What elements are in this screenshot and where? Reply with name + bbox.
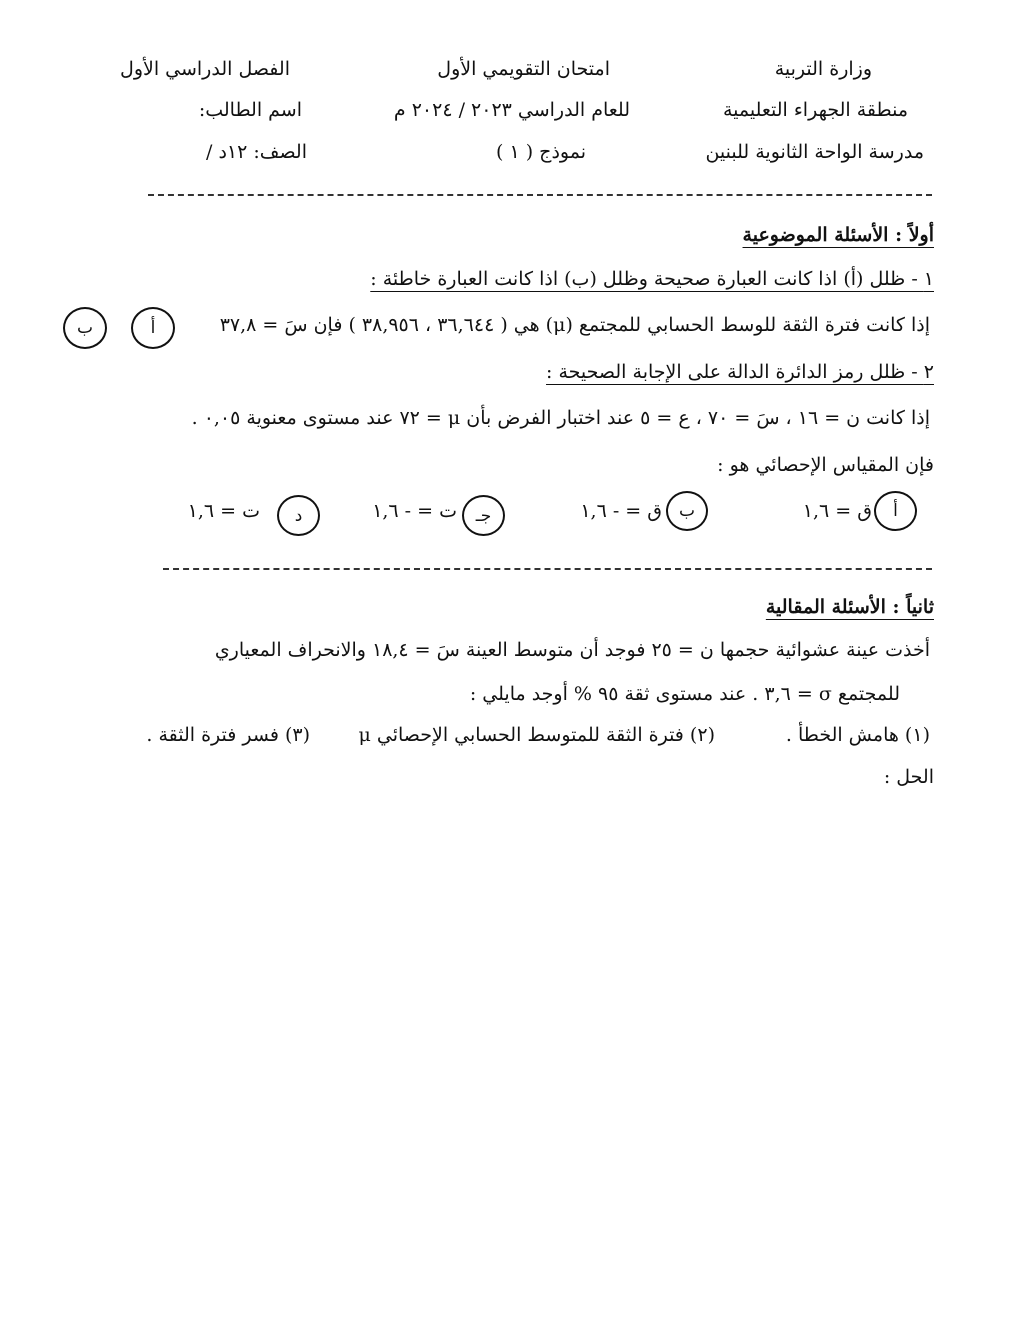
- q2-choice-b-letter: ب: [678, 501, 695, 521]
- q1-instruction: ١ - ظلل (أ) اذا كانت العبارة صحيحة وظلل (ب) اذا كانت العبارة خاطئة :: [370, 268, 934, 290]
- essay-line-1: أخذت عينة عشوائية حجمها ن = ٢٥ فوجد أن متوسط العينة سَ = ١٨,٤ والانحراف المعياري: [214, 639, 930, 661]
- divider: [163, 568, 932, 570]
- q2-choice-a-letter: أ: [893, 501, 898, 521]
- grade-label: الصف: ١٢د /: [206, 141, 307, 163]
- essay-item-2: (٢) فترة الثقة للمتوسط الحسابي الإحصائي μ: [358, 724, 715, 746]
- q2-instruction: ٢ - ظلل رمز الدائرة الدالة على الإجابة الصحيحة :: [546, 361, 934, 383]
- ministry: وزارة التربية: [774, 58, 872, 80]
- essay-item-3: (٣) فسر فترة الثقة .: [146, 724, 310, 746]
- q2-prompt: فإن المقياس الإحصائي هو :: [717, 454, 934, 476]
- essay-item-1: (١) هامش الخطأ .: [785, 724, 930, 746]
- q2-choice-d-letter: د: [294, 505, 303, 526]
- academic-year: للعام الدراسي ٢٠٢٣ / ٢٠٢٤ م: [393, 99, 630, 121]
- q1-option-a-label: أ: [150, 318, 156, 338]
- q2-choice-a-text: ق = ١,٦: [802, 500, 872, 522]
- q2-choice-d-circle[interactable]: [277, 495, 320, 536]
- student-name-label: اسم الطالب:: [198, 99, 302, 121]
- q2-choice-d-text: ت = ١,٦: [187, 500, 260, 522]
- q2-choice-c-letter: جـ: [475, 505, 492, 526]
- q1-option-b-label: ب: [76, 318, 93, 338]
- section2-title: ثانياً : الأسئلة المقالية: [765, 596, 934, 618]
- section1-title: أولاً : الأسئلة الموضوعية: [742, 224, 934, 246]
- model-number: نموذج ( ١ ): [496, 141, 586, 163]
- essay-line-2: للمجتمع σ = ٣,٦ . عند مستوى ثقة ٩٥ % أوجد مايلي :: [469, 683, 900, 705]
- q1-option-b[interactable]: [63, 307, 107, 349]
- divider: [148, 194, 932, 196]
- q1-option-a[interactable]: [131, 307, 175, 349]
- solution-label: الحل :: [883, 766, 934, 788]
- region: منطقة الجهراء التعليمية: [722, 99, 908, 121]
- q2-choice-c-text: ت = - ١,٦: [372, 500, 457, 522]
- q2-statement: إذا كانت ن = ١٦ ، سَ = ٧٠ ، ع = ٥ عند اختبار الفرض بأن μ = ٧٢ عند مستوى معنوية ٠,٠٥ .: [191, 407, 930, 429]
- exam-title: امتحان التقويمي الأول: [437, 58, 610, 80]
- school: مدرسة الواحة الثانوية للبنين: [705, 141, 924, 163]
- q2-choice-b-circle[interactable]: [666, 491, 708, 531]
- q2-choice-c-circle[interactable]: [462, 495, 505, 536]
- q1-statement: إذا كانت فترة الثقة للوسط الحسابي للمجتمع (μ) هي ( ٣٦,٦٤٤ ، ٣٨,٩٥٦ ) فإن سَ = ٣٧,٨: [219, 314, 930, 336]
- semester: الفصل الدراسي الأول: [120, 58, 290, 80]
- q2-choice-a-circle[interactable]: [874, 491, 917, 531]
- q2-choice-b-text: ق = - ١,٦: [580, 500, 662, 522]
